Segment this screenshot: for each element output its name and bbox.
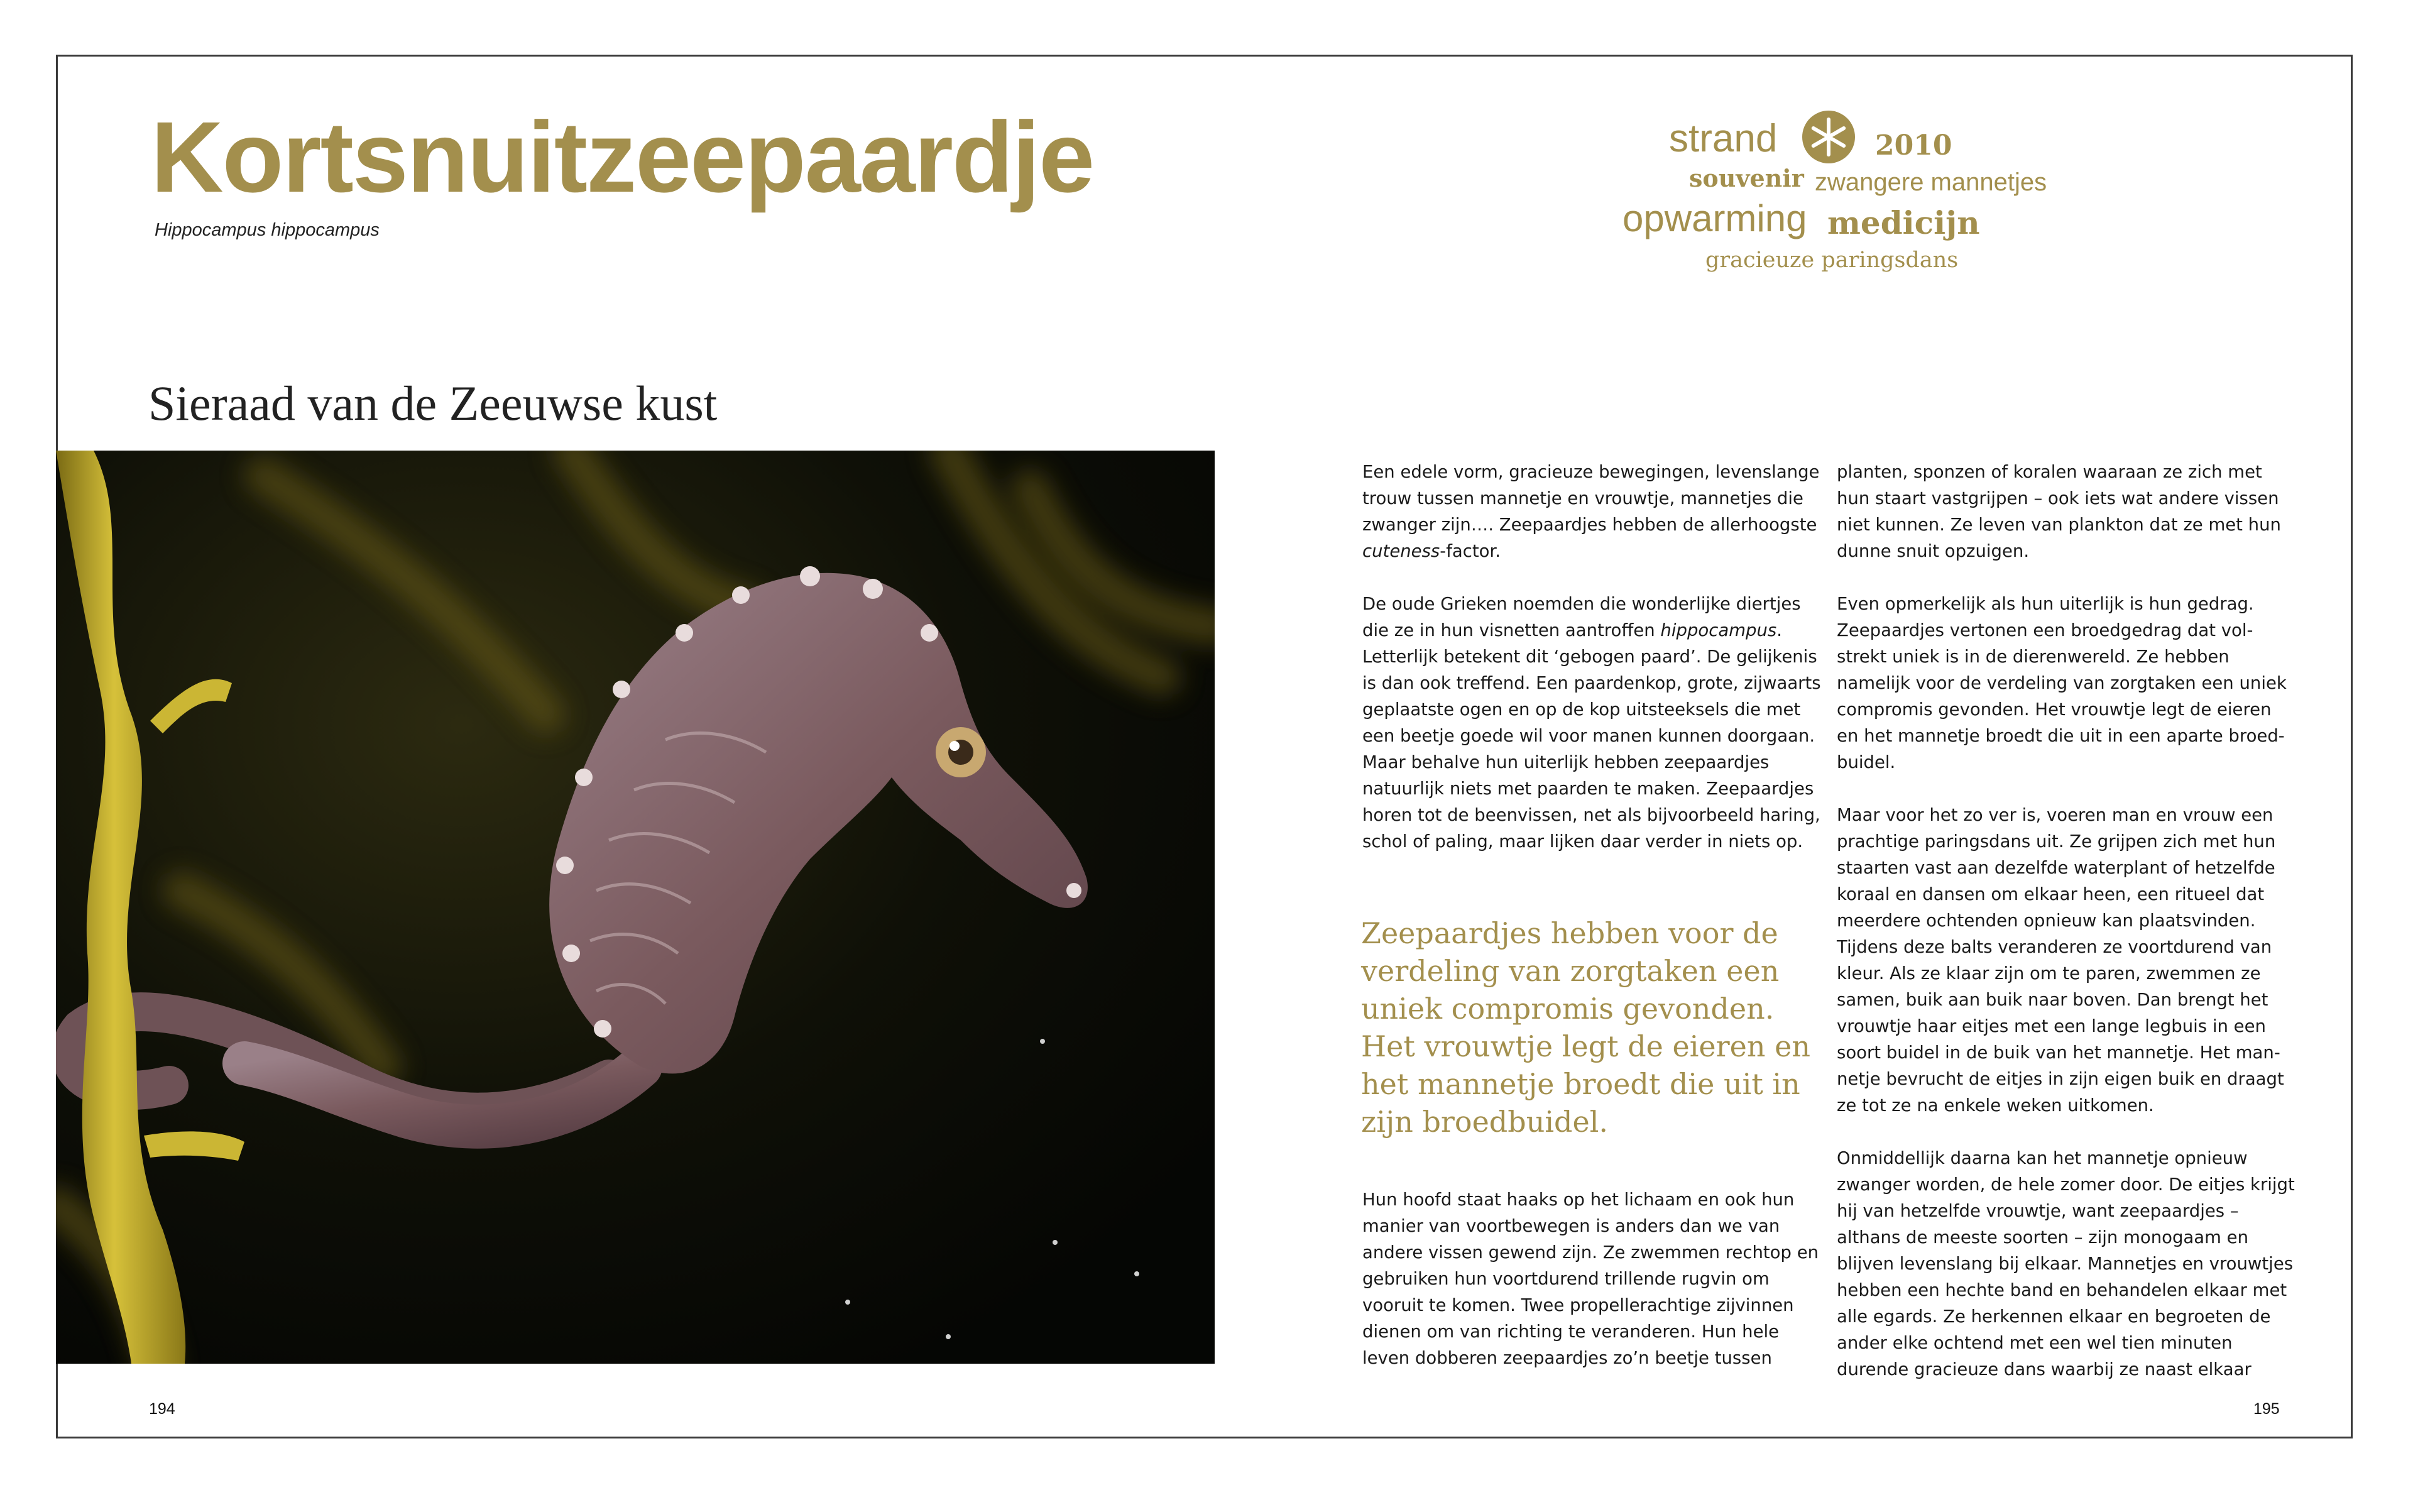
- paragraph: Maar voor het zo ver is, voeren man en vrouw een prachtige paringsdans uit. Ze grijpen zich met hun staarten vast aan dezelfde waterplant of hetzelfde koraal en dansen om elkaar heen, een ritueel dat meerdere ochtenden opnieuw kan plaatsvinden. Tijdens deze balts veranderen ze voortdurend van kleur. Als ze klaar zijn om te paren, zwemmen ze samen, buik aan buik naar boven. Dan brengt het vrouwtje haar eitjes met een lange legbuis in een soort buidel in de buik van het mannetje. Het mannetje bevrucht de eitjes in zijn eigen buik en draagt ze tot ze na enkele weken uitkomen.: [1837, 805, 2284, 1115]
- paragraph: planten, sponzen of koralen waaraan ze zich met hun staart vastgrijpen – ook iets wat andere vissen niet kunnen. Ze leven van plankton dat ze met hun dunne snuit opzuigen.: [1837, 462, 2281, 561]
- page-subtitle: Sieraad van de Zeeuwse kust: [148, 376, 718, 430]
- star-badge-icon: [1802, 111, 1855, 163]
- paragraph: Hun hoofd staat haaks op het lichaam en ook hun manier van voortbewegen is anders dan we van andere vissen gewend zijn. Ze zwemmen rechtop en gebruiken hun voortdurend trillende rugvin om vooruit te komen. Twee propellerachtige zijvinnen dienen om van richting te veranderen. Hun hele leven dobberen zeepaardjes zo’n beetje tussen: [1362, 1190, 1819, 1368]
- text-column-1: [1362, 459, 1821, 881]
- text-column-2: [1837, 459, 2295, 1409]
- paragraph: Even opmerkelijk als hun uiterlijk is hun gedrag. Zeepaardjes vertonen een broedgedrag dat volstrekt uniek is in de dierenwereld. Ze hebben namelijk voor de verdeling van zorgtaken een uniek compromis gevonden. Het vrouwtje legt de eieren en het mannetje broedt die uit in een aparte broedbuidel.: [1837, 594, 2287, 772]
- seahorse-photo: [56, 451, 1215, 1364]
- keyword-year: 2010: [1875, 129, 1952, 162]
- keyword-paringsdans: gracieuze paringsdans: [1705, 248, 1959, 273]
- keyword-strand: strand: [1669, 117, 1778, 160]
- keyword-medicijn: medicijn: [1827, 204, 1980, 241]
- paragraph: Een edele vorm, gracieuze bewegingen, levenslange trouw tussen mannetje en vrouwtje, mannetjes die zwanger zijn…. Zeepaardjes hebben de allerhoogste cuteness-factor.: [1362, 462, 1820, 561]
- latin-name: Hippocampus hippocampus: [155, 220, 380, 240]
- keyword-opwarming: opwarming: [1622, 197, 1807, 239]
- paragraph: De oude Grieken noemden die wonderlijke diertjes die ze in hun visnetten aantroffen hippocampus. Letterlijk betekent dit ‘gebogen paard’. De gelijkenis is dan ook treffend. Een paardenkop, grote, zijwaarts geplaatste ogen en op de kop uitsteeksels die met een beetje goede wil voor manen kunnen doorgaan. Maar behalve hun uiterlijk hebben zeepaardjes natuurlijk niets met paarden te maken. Zeepaardjes horen tot de beenvissen, net als bijvoorbeeld haring, schol of paling, maar lijken daar verder in niets op.: [1362, 594, 1821, 852]
- text-column-1-bottom: [1362, 1186, 1821, 1398]
- keyword-souvenir: souvenir: [1689, 164, 1804, 192]
- page-number-right: 195: [2253, 1400, 2280, 1418]
- keyword-zwangere-mannetjes: zwangere mannetjes: [1815, 168, 2047, 196]
- paragraph: Onmiddellijk daarna kan het mannetje opnieuw zwanger worden, de hele zomer door. De eitjes krijgt hij van hetzelfde vrouwtje, want zeepaardjes – althans de meeste soorten – zijn monogaam en blijven levenslang bij elkaar. Mannetjes en vrouwtjes hebben een hechte band en behandelen elkaar met alle egards. Ze herkennen elkaar en begroeten de ander elke ochtend met een wel tien minuten durende gracieuze dans waarbij ze naast elkaar: [1837, 1148, 2295, 1379]
- page-number-left: 194: [149, 1400, 175, 1418]
- page-title: Kortsnuitzeepaardje: [151, 101, 1094, 213]
- pull-quote: Zeepaardjes hebben voor de verdeling van zorgtaken een uniek compromis gevonden. Het vrouwtje legt de eieren en het mannetje broedt die uit in zijn broedbuidel.: [1361, 916, 1810, 1139]
